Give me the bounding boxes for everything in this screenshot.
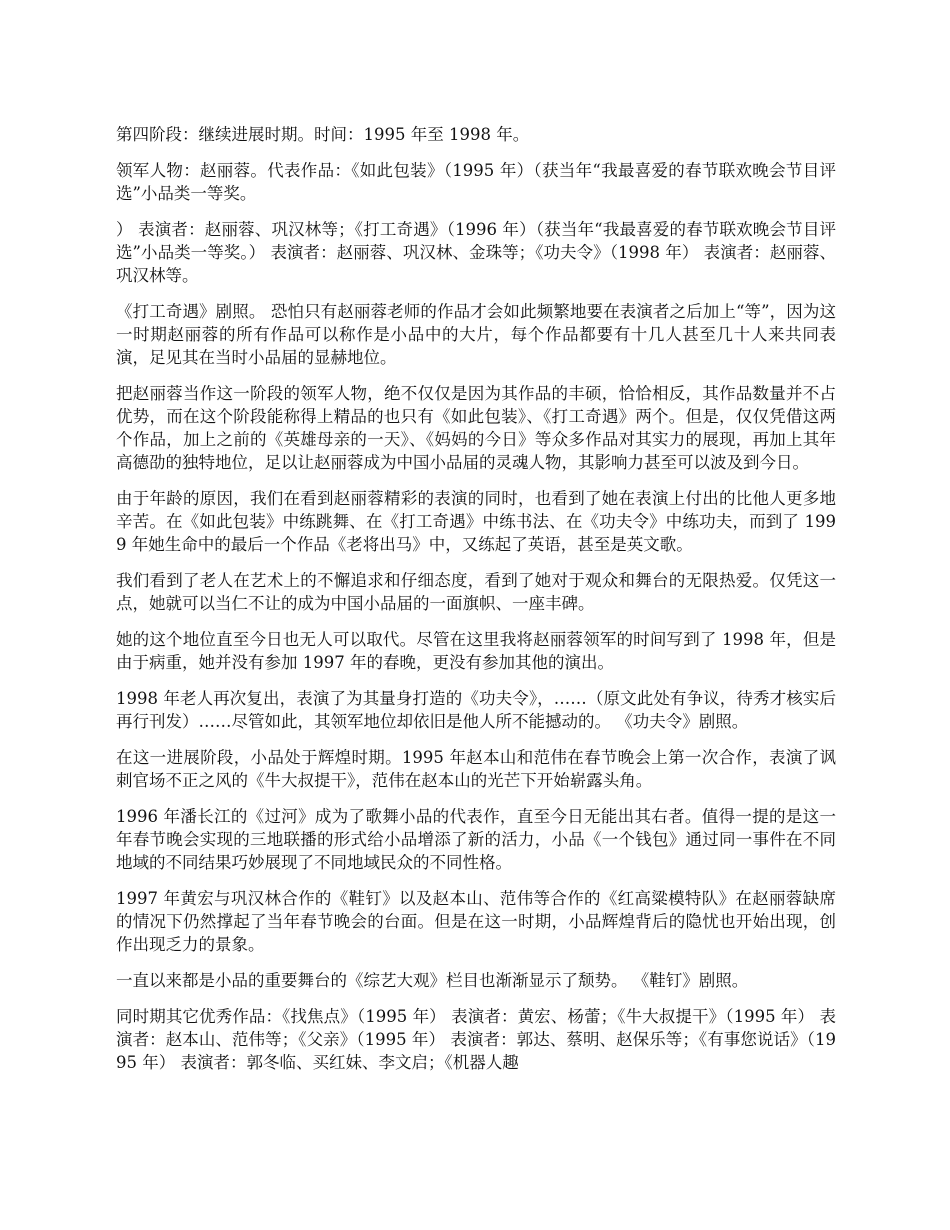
paragraph-phase-four: 第四阶段：继续进展时期。时间：1995 年至 1998 年。 (116, 125, 530, 144)
document-body (116, 123, 836, 1087)
paragraph-golden-period: 在这一进展阶段，小品处于辉煌时期。1995 年赵本山和范伟在春节晚会上第一次合作，表演了讽刺官场不正之风的《牛大叔提干》，范伟在赵本山的光芒下开始崭露头角。 (116, 748, 836, 790)
paragraph-performers: ） 表演者：赵丽蓉、巩汉林等；《打工奇遇》（1996 年）（获当年“我最喜爱的春节联欢晚会节目评选”小品类一等奖。） 表演者：赵丽蓉、巩汉林、金珠等；《功夫令》（1998 年） 表演者：赵丽蓉、巩汉林等。 (116, 220, 836, 285)
paragraph-zongyi-daguan: 一直以来都是小品的重要舞台的《综艺大观》栏目也渐渐显示了颓势。 《鞋钉》剧照。 (116, 971, 749, 990)
paragraph-age-effort: 由于年龄的原因，我们在看到赵丽蓉精彩的表演的同时，也看到了她在表演上付出的比他人更多地辛苦。在《如此包装》中练跳舞、在《打工奇遇》中练书法、在《功夫令》中练功夫，而到了 1999 年她生命中的最后一个作品《老将出马》中，又练起了英语，甚至是英文歌。 (116, 489, 836, 554)
paragraph-dagong-qiyu: 《打工奇遇》剧照。 恐怕只有赵丽蓉老师的作品才会如此频繁地要在表演者之后加上“等”，因为这一时期赵丽蓉的所有作品可以称作是小品中的大片，每个作品都要有十几人甚至几十人来共同表演，足见其在当时小品届的显赫地位。 (116, 302, 836, 367)
paragraph-leader-reason: 把赵丽蓉当作这一阶段的领军人物，绝不仅仅是因为其作品的丰硕，恰恰相反，其作品数量并不占优势，而在这个阶段能称得上精品的也只有《如此包装》、《打工奇遇》两个。但是，仅仅凭借这两个作品，加上之前的《英雄母亲的一天》、《妈妈的今日》等众多作品对其实力的展现，再加上其年高德劭的独特地位，足以让赵丽蓉成为中国小品届的灵魂人物，其影响力甚至可以波及到今日。 (116, 384, 836, 472)
paragraph-1997: 1997 年黄宏与巩汉林合作的《鞋钉》以及赵本山、范伟等合作的《红高粱模特队》在赵丽蓉缺席的情况下仍然撑起了当年春节晚会的台面。但是在这一时期，小品辉煌背后的隐忧也开始出现，创作出现乏力的景象。 (116, 889, 836, 954)
paragraph-1998-return: 1998 年老人再次复出，表演了为其量身打造的《功夫令》，……（原文此处有争议，待秀才核实后再行刊发）……尽管如此，其领军地位却依旧是他人所不能撼动的。 《功夫令》剧照。 (116, 689, 836, 731)
paragraph-pursuit: 我们看到了老人在艺术上的不懈追求和仔细态度，看到了她对于观众和舞台的无限热爱。仅凭这一点，她就可以当仁不让的成为中国小品届的一面旗帜、一座丰碑。 (116, 571, 836, 613)
paragraph-status: 她的这个地位直至今日也无人可以取代。尽管在这里我将赵丽蓉领军的时间写到了 1998 年，但是由于病重，她并没有参加 1997 年的春晚，更没有参加其他的演出。 (116, 630, 836, 672)
paragraph-other-works: 同时期其它优秀作品：《找焦点》（1995 年） 表演者：黄宏、杨蕾；《牛大叔提干》（1995 年） 表演者：赵本山、范伟等；《父亲》（1995 年） 表演者：郭达、蔡明、赵保乐等；《有事您说话》（1995 年） 表演者：郭冬临、买红妹、李文启；《机器人趣 (116, 1007, 836, 1072)
paragraph-1996: 1996 年潘长江的《过河》成为了歌舞小品的代表作，直至今日无能出其右者。值得一提的是这一年春节晚会实现的三地联播的形式给小品增添了新的活力，小品《一个钱包》通过同一事件在不同地域的不同结果巧妙展现了不同地域民众的不同性格。 (116, 807, 836, 872)
paragraph-leading-figure: 领军人物：赵丽蓉。代表作品：《如此包装》（1995 年）（获当年“我最喜爱的春节联欢晚会节目评选”小品类一等奖。 (116, 161, 836, 203)
